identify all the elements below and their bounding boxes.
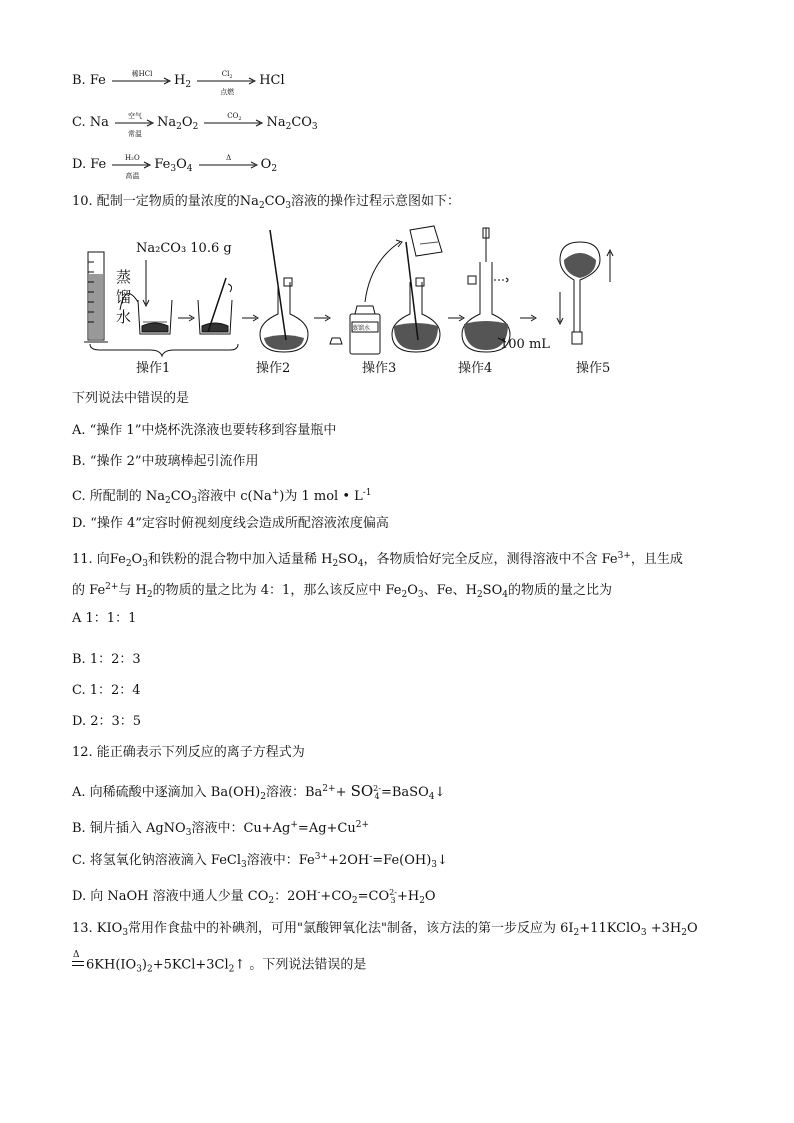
heat-equals-sign: Δ: [72, 956, 86, 974]
reaction-arrow: 空气 常温: [115, 116, 155, 130]
q11-option-b: B. 1：2：3: [72, 652, 141, 667]
beaker-with-rod-icon: [198, 278, 232, 334]
q11-option-c: C. 1：2：4: [72, 683, 141, 698]
q10-prompt: 下列说法中错误的是: [72, 391, 190, 406]
q11-stem-line1: 11. 向$Fe_2O_3$和铁粉的混合物中加入适量稀 $H_2SO_4$，各物质恰好完全反应，测得溶液中不含 $Fe^{3+}$，且生成: [72, 551, 683, 569]
volumetric-flask-icon: [260, 230, 308, 352]
q10-option-c: C. 所配制的 $Na_2CO_3$溶液中 c(Na+)为 1 mol • $L^{-1}$: [72, 488, 372, 506]
solute-label: Na₂CO₃ 10.6 g: [136, 241, 232, 256]
q11-option-d: D. 2：3：5: [72, 714, 142, 729]
graduated-cylinder-icon: [84, 252, 108, 342]
inverted-flask-icon: [557, 242, 613, 344]
reaction-arrow: 稀HCl: [112, 74, 172, 88]
volumetric-flask-icon: [462, 228, 510, 352]
q11-stem-line2: 的 $Fe^{2+}$与 $H_2$的物质的量之比为 4：1，那么该反应中 $Fe_2O_3$、Fe、$H_2SO_4$的物质的量之比为: [72, 582, 612, 600]
step-label-2: 操作2: [256, 361, 291, 376]
volumetric-flask-icon: [392, 242, 440, 352]
reaction-arrow: H₂O 高温: [112, 158, 152, 172]
step-label-4: 操作4: [458, 361, 493, 376]
reaction-arrow: $CO_2$: [204, 116, 264, 130]
water-label-3: 水: [116, 308, 132, 326]
water-label-1: 蒸: [116, 268, 132, 286]
reaction-arrow: Δ: [199, 158, 259, 172]
q12-option-c: C. 将氢氧化钠溶液滴入 FeCl$_3$溶液中：$Fe^{3+}+2OH^-=Fe(OH)_3↓$: [72, 852, 448, 870]
pouring-beaker-icon: [410, 226, 442, 256]
step-label-3: 操作3: [362, 361, 397, 376]
q11-option-a: A 1：1：1: [72, 611, 137, 626]
q12-option-a: A. 向稀硫酸中逐滴加入 $Ba(OH)_2$溶液：$Ba^{2+}+$ SO 2- 4 =BaSO$_4$↓: [72, 782, 446, 802]
water-label-2: 馏: [116, 288, 132, 306]
volume-label: 100 mL: [500, 337, 550, 352]
bottle-label: 蒸馏水: [352, 325, 371, 332]
q12-option-d: D. 向 NaOH 溶液中通人少量 $CO_2$：$2OH^-+CO_2=CO$ 2- 3 $+H_2O$: [72, 887, 436, 906]
step-label-1: 操作1: [136, 361, 171, 376]
solution-preparation-figure: [80, 222, 640, 382]
q12-option-b: B. 铜片插入 AgNO$_3$溶液中：$Cu+Ag^+=Ag+Cu^{2+}$: [72, 820, 370, 838]
option-d-top: D. Fe H₂O 高温 $Fe_3O_4$ Δ $O_2$: [72, 153, 278, 180]
q12-stem: 12. 能正确表示下列反应的离子方程式为: [72, 745, 305, 760]
step-label-5: 操作5: [576, 361, 611, 376]
option-b-top: B. Fe 稀HCl $H_2$ $Cl_2$ 点燃 HCl: [72, 69, 285, 96]
option-c-top: C. Na 空气 常温 $Na_2O_2$ $CO_2$ $Na_2CO_3$: [72, 111, 318, 138]
q10-option-b: B. “操作 2”中玻璃棒起引流作用: [72, 454, 259, 469]
q10-option-a: A. “操作 1”中烧杯洗涤液也要转移到容量瓶中: [72, 423, 337, 438]
beaker-icon: [138, 300, 172, 334]
q13-stem-line1: 13. $KIO_3$常用作食盐中的补碘剂，可用"氯酸钾氧化法"制备，该方法的第一步反应为 $6I_2+11KClO_3 +3H_2O$: [72, 921, 698, 938]
q13-stem-line2: Δ $6KH(IO_3)_2+5KCl+3Cl_2↑$ 。下列说法错误的是: [73, 950, 367, 975]
q10-stem: 10. 配制一定物质的量浓度的$Na_2CO_3$溶液的操作过程示意图如下：: [72, 194, 461, 211]
reaction-arrow: $Cl_2$ 点燃: [197, 74, 257, 88]
q10-option-d: D. “操作 4”定容时俯视刻度线会造成所配溶液浓度偏高: [72, 516, 389, 531]
